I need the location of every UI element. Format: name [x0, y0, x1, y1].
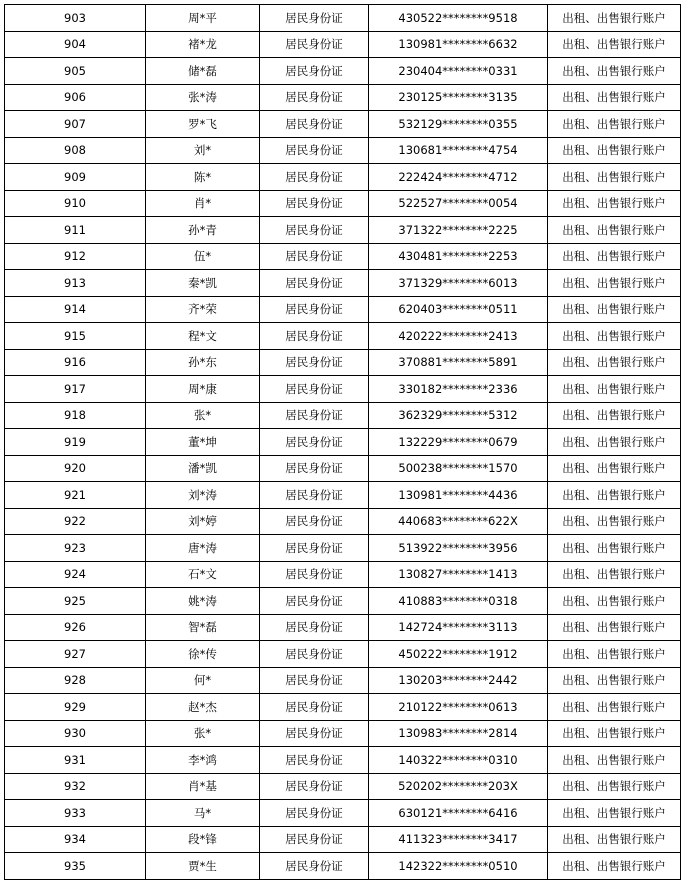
- id-type-cell: 居民身份证: [260, 31, 369, 58]
- table-row: [5, 588, 681, 615]
- row-number-cell: 911: [5, 217, 146, 244]
- table-row: [5, 190, 681, 217]
- reason-cell: 出租、出售银行账户: [548, 376, 681, 403]
- table-row: [5, 217, 681, 244]
- name-cell: 褚*龙: [146, 31, 260, 58]
- name-cell: 智*磊: [146, 614, 260, 641]
- reason-cell: 出租、出售银行账户: [548, 455, 681, 482]
- reason-cell: 出租、出售银行账户: [548, 773, 681, 800]
- table-row: [5, 482, 681, 509]
- id-number-cell: 330182********2336: [369, 376, 548, 403]
- reason-cell: 出租、出售银行账户: [548, 667, 681, 694]
- id-type-cell: 居民身份证: [260, 296, 369, 323]
- table-row: [5, 270, 681, 297]
- name-cell: 陈*: [146, 164, 260, 191]
- table-row: [5, 296, 681, 323]
- table-row: [5, 164, 681, 191]
- reason-cell: 出租、出售银行账户: [548, 31, 681, 58]
- id-number-cell: 210122********0613: [369, 694, 548, 721]
- row-number-cell: 906: [5, 84, 146, 111]
- id-number-cell: 450222********1912: [369, 641, 548, 668]
- table-row: [5, 561, 681, 588]
- id-number-cell: 620403********0511: [369, 296, 548, 323]
- table-row: [5, 455, 681, 482]
- id-type-cell: 居民身份证: [260, 614, 369, 641]
- id-number-cell: 230125********3135: [369, 84, 548, 111]
- id-number-cell: 430522********9518: [369, 5, 548, 32]
- id-number-cell: 520202********203X: [369, 773, 548, 800]
- name-cell: 赵*杰: [146, 694, 260, 721]
- id-type-cell: 居民身份证: [260, 190, 369, 217]
- name-cell: 刘*: [146, 137, 260, 164]
- row-number-cell: 912: [5, 243, 146, 270]
- table-row: [5, 694, 681, 721]
- reason-cell: 出租、出售银行账户: [548, 5, 681, 32]
- name-cell: 肖*: [146, 190, 260, 217]
- id-type-cell: 居民身份证: [260, 455, 369, 482]
- row-number-cell: 914: [5, 296, 146, 323]
- id-type-cell: 居民身份证: [260, 747, 369, 774]
- id-type-cell: 居民身份证: [260, 641, 369, 668]
- row-number-cell: 909: [5, 164, 146, 191]
- name-cell: 罗*飞: [146, 111, 260, 138]
- reason-cell: 出租、出售银行账户: [548, 429, 681, 456]
- row-number-cell: 916: [5, 349, 146, 376]
- id-number-cell: 130981********4436: [369, 482, 548, 509]
- reason-cell: 出租、出售银行账户: [548, 800, 681, 827]
- table-row: [5, 508, 681, 535]
- id-type-cell: 居民身份证: [260, 243, 369, 270]
- id-number-cell: 532129********0355: [369, 111, 548, 138]
- id-number-cell: 130203********2442: [369, 667, 548, 694]
- name-cell: 张*: [146, 402, 260, 429]
- name-cell: 马*: [146, 800, 260, 827]
- table-row: [5, 58, 681, 85]
- id-type-cell: 居民身份证: [260, 111, 369, 138]
- reason-cell: 出租、出售银行账户: [548, 323, 681, 350]
- reason-cell: 出租、出售银行账户: [548, 217, 681, 244]
- id-type-cell: 居民身份证: [260, 5, 369, 32]
- id-type-cell: 居民身份证: [260, 561, 369, 588]
- table-row: [5, 614, 681, 641]
- id-type-cell: 居民身份证: [260, 667, 369, 694]
- row-number-cell: 929: [5, 694, 146, 721]
- id-number-cell: 371329********6013: [369, 270, 548, 297]
- table-row: [5, 853, 681, 880]
- name-cell: 张*涛: [146, 84, 260, 111]
- name-cell: 周*平: [146, 5, 260, 32]
- row-number-cell: 903: [5, 5, 146, 32]
- row-number-cell: 924: [5, 561, 146, 588]
- reason-cell: 出租、出售银行账户: [548, 111, 681, 138]
- name-cell: 刘*涛: [146, 482, 260, 509]
- row-number-cell: 915: [5, 323, 146, 350]
- reason-cell: 出租、出售银行账户: [548, 190, 681, 217]
- id-type-cell: 居民身份证: [260, 84, 369, 111]
- reason-cell: 出租、出售银行账户: [548, 296, 681, 323]
- reason-cell: 出租、出售银行账户: [548, 694, 681, 721]
- name-cell: 董*坤: [146, 429, 260, 456]
- id-number-cell: 371322********2225: [369, 217, 548, 244]
- reason-cell: 出租、出售银行账户: [548, 58, 681, 85]
- id-number-cell: 142724********3113: [369, 614, 548, 641]
- id-type-cell: 居民身份证: [260, 773, 369, 800]
- id-number-cell: 500238********1570: [369, 455, 548, 482]
- reason-cell: 出租、出售银行账户: [548, 402, 681, 429]
- row-number-cell: 925: [5, 588, 146, 615]
- id-type-cell: 居民身份证: [260, 694, 369, 721]
- row-number-cell: 919: [5, 429, 146, 456]
- row-number-cell: 910: [5, 190, 146, 217]
- reason-cell: 出租、出售银行账户: [548, 243, 681, 270]
- row-number-cell: 934: [5, 826, 146, 853]
- table-row: [5, 323, 681, 350]
- table-row: [5, 747, 681, 774]
- reason-cell: 出租、出售银行账户: [548, 853, 681, 880]
- id-number-cell: 420222********2413: [369, 323, 548, 350]
- id-type-cell: 居民身份证: [260, 588, 369, 615]
- row-number-cell: 922: [5, 508, 146, 535]
- row-number-cell: 921: [5, 482, 146, 509]
- reason-cell: 出租、出售银行账户: [548, 588, 681, 615]
- id-number-cell: 130983********2814: [369, 720, 548, 747]
- reason-cell: 出租、出售银行账户: [548, 164, 681, 191]
- id-number-cell: 130681********4754: [369, 137, 548, 164]
- name-cell: 段*锋: [146, 826, 260, 853]
- id-number-cell: 130981********6632: [369, 31, 548, 58]
- name-cell: 肖*基: [146, 773, 260, 800]
- id-number-cell: 132229********0679: [369, 429, 548, 456]
- name-cell: 石*文: [146, 561, 260, 588]
- id-type-cell: 居民身份证: [260, 482, 369, 509]
- reason-cell: 出租、出售银行账户: [548, 508, 681, 535]
- id-number-cell: 142322********0510: [369, 853, 548, 880]
- id-type-cell: 居民身份证: [260, 270, 369, 297]
- name-cell: 刘*婷: [146, 508, 260, 535]
- id-number-cell: 410883********0318: [369, 588, 548, 615]
- table-row: [5, 429, 681, 456]
- name-cell: 姚*涛: [146, 588, 260, 615]
- row-number-cell: 933: [5, 800, 146, 827]
- name-cell: 潘*凯: [146, 455, 260, 482]
- reason-cell: 出租、出售银行账户: [548, 137, 681, 164]
- id-type-cell: 居民身份证: [260, 429, 369, 456]
- table-row: [5, 243, 681, 270]
- row-number-cell: 935: [5, 853, 146, 880]
- reason-cell: 出租、出售银行账户: [548, 747, 681, 774]
- row-number-cell: 907: [5, 111, 146, 138]
- row-number-cell: 930: [5, 720, 146, 747]
- id-number-cell: 140322********0310: [369, 747, 548, 774]
- table-row: [5, 111, 681, 138]
- name-cell: 李*鸿: [146, 747, 260, 774]
- id-number-cell: 230404********0331: [369, 58, 548, 85]
- reason-cell: 出租、出售银行账户: [548, 270, 681, 297]
- id-type-cell: 居民身份证: [260, 535, 369, 562]
- name-cell: 唐*涛: [146, 535, 260, 562]
- name-cell: 伍*: [146, 243, 260, 270]
- id-type-cell: 居民身份证: [260, 217, 369, 244]
- id-type-cell: 居民身份证: [260, 58, 369, 85]
- id-type-cell: 居民身份证: [260, 800, 369, 827]
- id-number-cell: 440683********622X: [369, 508, 548, 535]
- id-type-cell: 居民身份证: [260, 164, 369, 191]
- table-row: [5, 31, 681, 58]
- row-number-cell: 905: [5, 58, 146, 85]
- id-number-cell: 522527********0054: [369, 190, 548, 217]
- table-row: [5, 667, 681, 694]
- id-type-cell: 居民身份证: [260, 402, 369, 429]
- table-row: [5, 402, 681, 429]
- table-row: [5, 800, 681, 827]
- row-number-cell: 926: [5, 614, 146, 641]
- row-number-cell: 920: [5, 455, 146, 482]
- id-type-cell: 居民身份证: [260, 137, 369, 164]
- reason-cell: 出租、出售银行账户: [548, 641, 681, 668]
- records-table: [4, 4, 681, 880]
- table-row: [5, 376, 681, 403]
- name-cell: 徐*传: [146, 641, 260, 668]
- name-cell: 张*: [146, 720, 260, 747]
- reason-cell: 出租、出售银行账户: [548, 720, 681, 747]
- table-row: [5, 826, 681, 853]
- row-number-cell: 918: [5, 402, 146, 429]
- table-row: [5, 720, 681, 747]
- name-cell: 秦*凯: [146, 270, 260, 297]
- row-number-cell: 904: [5, 31, 146, 58]
- id-type-cell: 居民身份证: [260, 853, 369, 880]
- id-number-cell: 370881********5891: [369, 349, 548, 376]
- row-number-cell: 928: [5, 667, 146, 694]
- id-type-cell: 居民身份证: [260, 323, 369, 350]
- name-cell: 贾*生: [146, 853, 260, 880]
- row-number-cell: 913: [5, 270, 146, 297]
- table-row: [5, 5, 681, 32]
- row-number-cell: 908: [5, 137, 146, 164]
- id-type-cell: 居民身份证: [260, 349, 369, 376]
- name-cell: 孙*青: [146, 217, 260, 244]
- row-number-cell: 917: [5, 376, 146, 403]
- id-number-cell: 362329********5312: [369, 402, 548, 429]
- name-cell: 齐*荣: [146, 296, 260, 323]
- name-cell: 程*文: [146, 323, 260, 350]
- name-cell: 储*磊: [146, 58, 260, 85]
- table-row: [5, 535, 681, 562]
- reason-cell: 出租、出售银行账户: [548, 535, 681, 562]
- row-number-cell: 931: [5, 747, 146, 774]
- reason-cell: 出租、出售银行账户: [548, 561, 681, 588]
- name-cell: 何*: [146, 667, 260, 694]
- id-type-cell: 居民身份证: [260, 376, 369, 403]
- reason-cell: 出租、出售银行账户: [548, 482, 681, 509]
- row-number-cell: 932: [5, 773, 146, 800]
- id-number-cell: 411323********3417: [369, 826, 548, 853]
- id-type-cell: 居民身份证: [260, 826, 369, 853]
- id-number-cell: 222424********4712: [369, 164, 548, 191]
- name-cell: 孙*东: [146, 349, 260, 376]
- id-number-cell: 130827********1413: [369, 561, 548, 588]
- row-number-cell: 927: [5, 641, 146, 668]
- records-table-body: [5, 5, 681, 880]
- table-row: [5, 641, 681, 668]
- id-number-cell: 430481********2253: [369, 243, 548, 270]
- table-row: [5, 773, 681, 800]
- reason-cell: 出租、出售银行账户: [548, 84, 681, 111]
- table-row: [5, 349, 681, 376]
- id-type-cell: 居民身份证: [260, 508, 369, 535]
- id-type-cell: 居民身份证: [260, 720, 369, 747]
- id-number-cell: 513922********3956: [369, 535, 548, 562]
- row-number-cell: 923: [5, 535, 146, 562]
- id-number-cell: 630121********6416: [369, 800, 548, 827]
- reason-cell: 出租、出售银行账户: [548, 826, 681, 853]
- table-row: [5, 84, 681, 111]
- table-row: [5, 137, 681, 164]
- name-cell: 周*康: [146, 376, 260, 403]
- reason-cell: 出租、出售银行账户: [548, 614, 681, 641]
- reason-cell: 出租、出售银行账户: [548, 349, 681, 376]
